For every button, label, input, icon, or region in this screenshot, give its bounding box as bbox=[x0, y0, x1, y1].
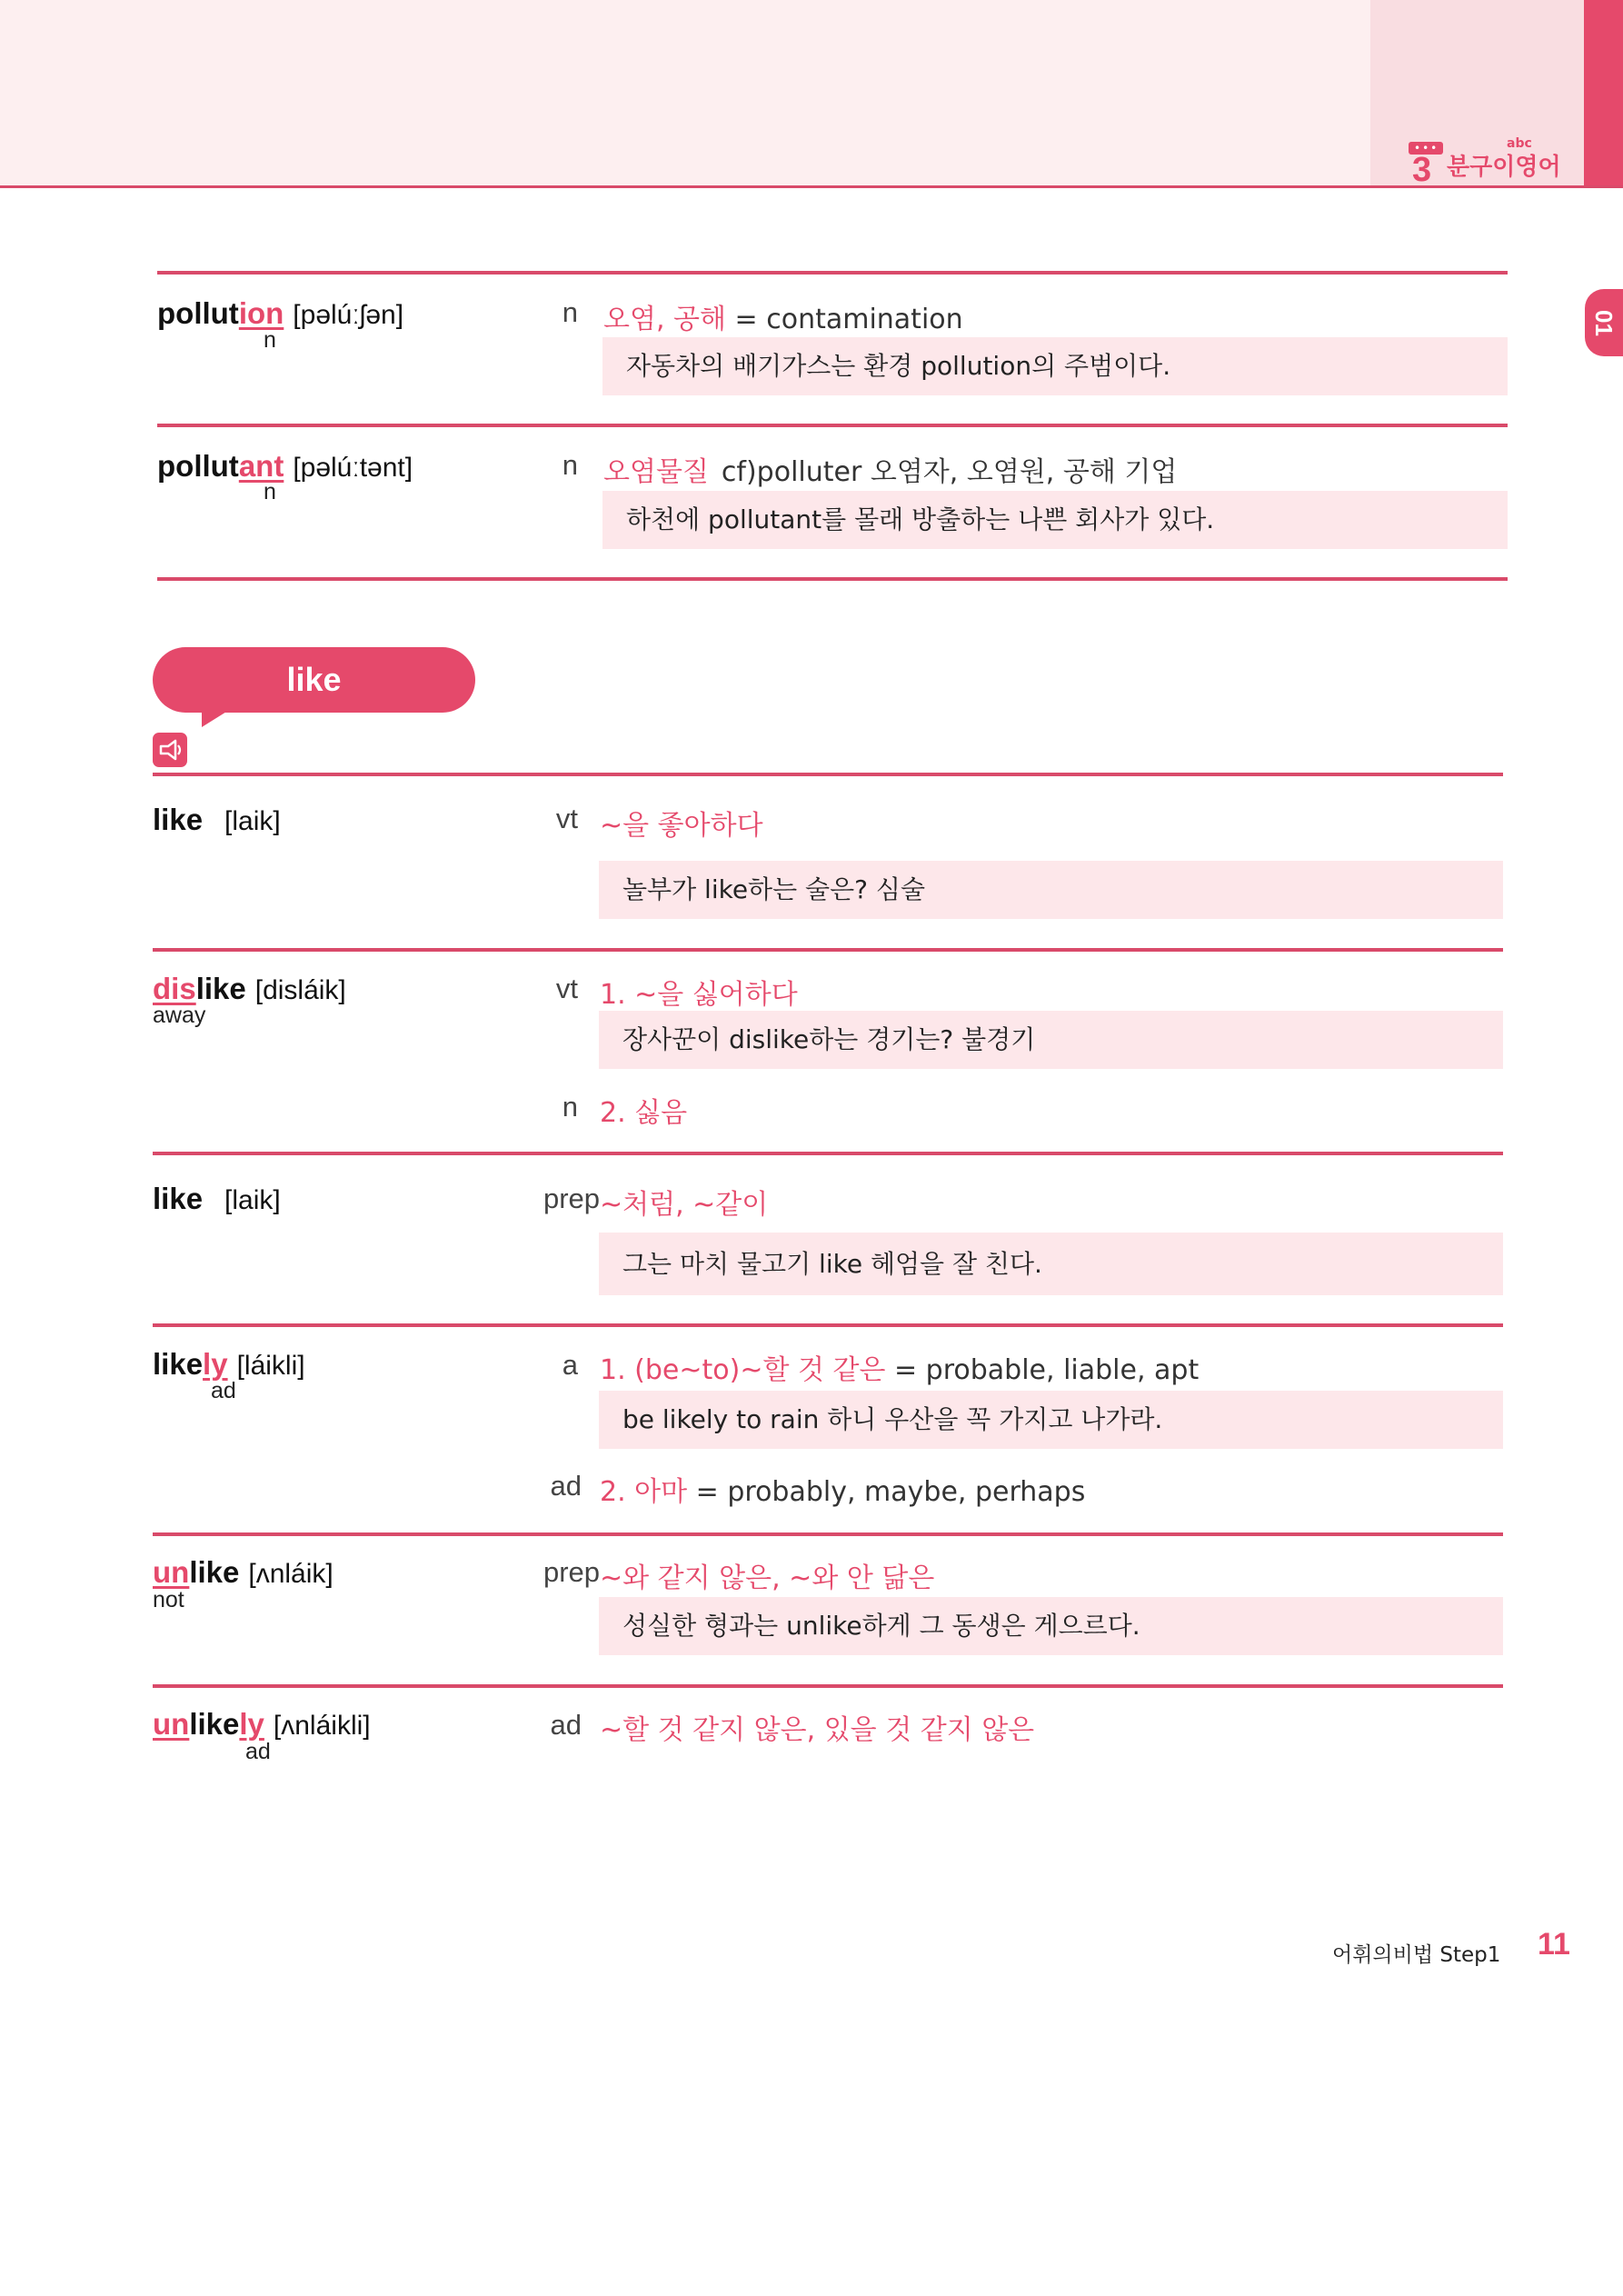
example-sentence: 성실한 형과는 unlike하게 그 동생은 게으르다. bbox=[599, 1597, 1503, 1655]
prefix-meaning: not bbox=[153, 1587, 184, 1612]
meaning: ~처럼, ~같이 bbox=[600, 1189, 769, 1221]
suffix-pos: n bbox=[264, 327, 276, 353]
meaning: 1. ~을 싫어하다 bbox=[600, 979, 798, 1011]
entry-word: like [laik] bbox=[153, 803, 281, 836]
suffix-pos: ad bbox=[211, 1378, 236, 1403]
entry-word: likely [láikli] bbox=[153, 1347, 305, 1381]
entry-rule bbox=[153, 1532, 1503, 1536]
part-of-speech: n bbox=[562, 1091, 578, 1123]
meaning: 오염물질 cf)polluter 오염자, 오염원, 공해 기업 bbox=[603, 456, 1178, 488]
part-of-speech: a bbox=[562, 1349, 578, 1381]
chapter-tab bbox=[1585, 289, 1623, 356]
part-of-speech: prep bbox=[543, 1556, 600, 1588]
entry-rule bbox=[153, 948, 1503, 952]
entry-word: unlikely [ʌnláikli] bbox=[153, 1707, 371, 1741]
meaning: ~할 것 같지 않은, 있을 것 같지 않은 bbox=[600, 1714, 1035, 1746]
entry-rule bbox=[153, 773, 1503, 776]
entry-word: like [laik] bbox=[153, 1182, 281, 1215]
prefix-meaning: away bbox=[153, 1003, 206, 1028]
example-sentence: 하천에 pollutant를 몰래 방출하는 나쁜 회사가 있다. bbox=[602, 491, 1508, 549]
entry-rule bbox=[157, 424, 1508, 427]
logo-text: 분구이영어 bbox=[1447, 154, 1561, 181]
meaning: 2. 아마 = probably, maybe, perhaps bbox=[600, 1476, 1086, 1508]
example-sentence: 그는 마치 물고기 like 헤엄을 잘 친다. bbox=[599, 1233, 1503, 1295]
meaning: ~을 좋아하다 bbox=[600, 810, 763, 842]
header-accent-strip bbox=[1584, 0, 1623, 187]
example-sentence: 장사꾼이 dislike하는 경기는? 불경기 bbox=[599, 1011, 1503, 1069]
suffix-pos: n bbox=[264, 479, 276, 504]
footer-label: 어휘의비법 Step1 bbox=[1332, 1943, 1501, 1967]
part-of-speech: ad bbox=[550, 1470, 582, 1502]
chapter-number: 01 bbox=[1589, 310, 1618, 336]
part-of-speech: vt bbox=[555, 803, 578, 834]
speaker-icon[interactable] bbox=[153, 733, 187, 767]
part-of-speech: n bbox=[562, 296, 578, 328]
example-sentence: 놀부가 like하는 술은? 심술 bbox=[599, 861, 1503, 919]
entry-rule bbox=[157, 271, 1508, 275]
logo-mark-icon: ••• 3 bbox=[1409, 142, 1443, 185]
example-sentence: 자동차의 배기가스는 환경 pollution의 주범이다. bbox=[602, 337, 1508, 395]
entry-word: unlike [ʌnláik] bbox=[153, 1555, 334, 1589]
section-title: like bbox=[286, 661, 342, 698]
entry-word: pollution [pəlúːʃən] bbox=[157, 296, 404, 330]
brand-logo bbox=[1409, 135, 1561, 189]
part-of-speech: prep bbox=[543, 1183, 600, 1214]
entry-word: pollutant [pəlúːtənt] bbox=[157, 449, 413, 483]
part-of-speech: vt bbox=[555, 973, 578, 1004]
header-rule bbox=[0, 185, 1623, 188]
meaning: 1. (be~to)~할 것 같은 = probable, liable, apt bbox=[600, 1354, 1200, 1386]
example-sentence: be likely to rain 하니 우산을 꼭 가지고 나가라. bbox=[599, 1391, 1503, 1449]
suffix-pos: ad bbox=[245, 1739, 271, 1764]
meaning: ~와 같지 않은, ~와 안 닮은 bbox=[600, 1562, 935, 1594]
part-of-speech: n bbox=[562, 449, 578, 481]
entry-rule bbox=[153, 1684, 1503, 1688]
page-number: 11 bbox=[1538, 1927, 1570, 1962]
meaning: 2. 싫음 bbox=[600, 1097, 688, 1129]
entry-rule bbox=[153, 1323, 1503, 1327]
entry-rule bbox=[157, 577, 1508, 581]
logo-sup: abc bbox=[1507, 136, 1532, 151]
meaning: 오염, 공해 = contamination bbox=[603, 304, 963, 335]
entry-word: dislike [disláik] bbox=[153, 972, 346, 1005]
entry-rule bbox=[153, 1152, 1503, 1155]
part-of-speech: ad bbox=[550, 1709, 582, 1741]
